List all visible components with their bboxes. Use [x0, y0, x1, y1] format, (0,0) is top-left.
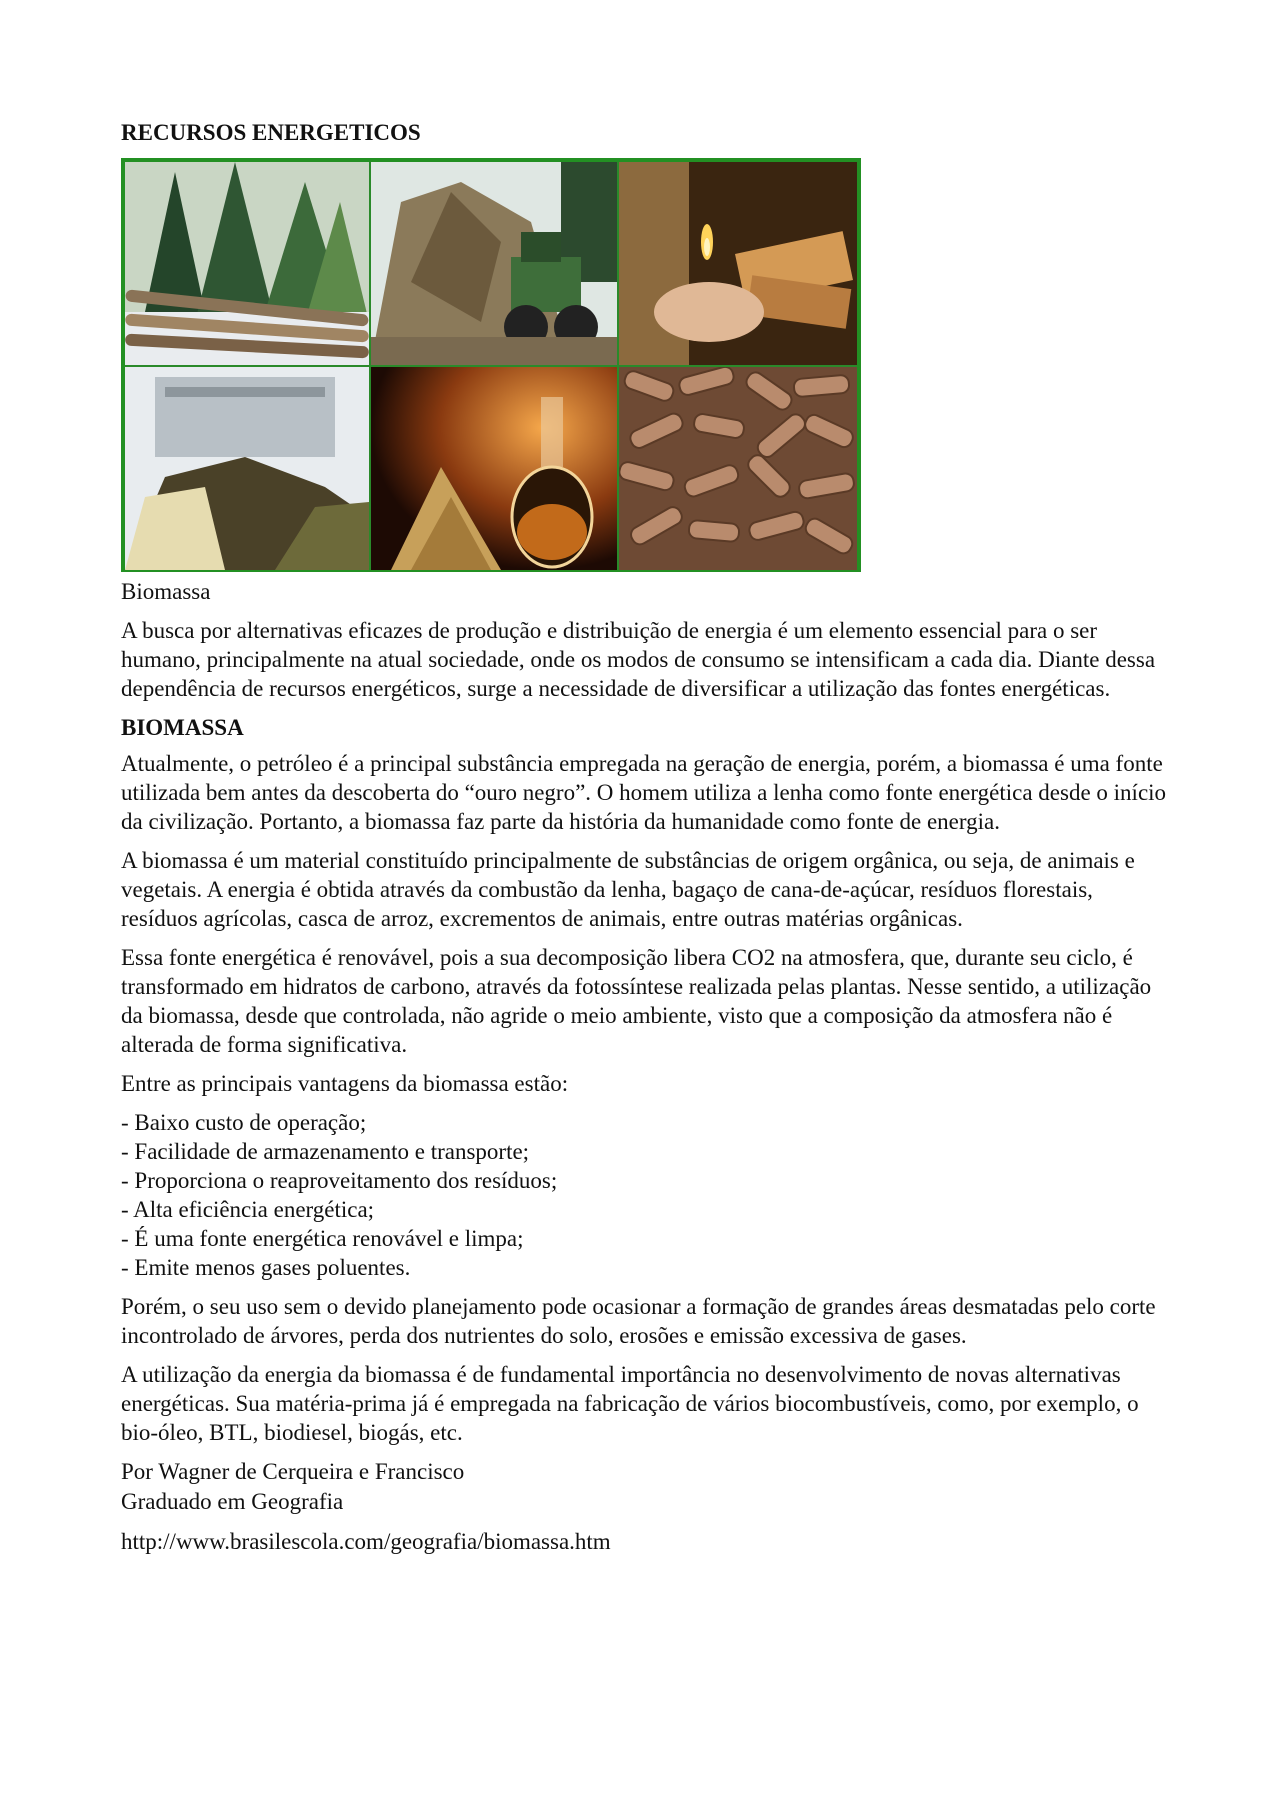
intro-paragraph: A busca por alternativas eficazes de produção e distribuição de energia é um elemento essencial para o ser humano, principalmente na atual sociedade, onde os modos de consumo se intensificam a cada dia. Diante dessa dependência de recursos energéticos, surge a necessidade de diversificar a utilização das fontes energéticas.	[121, 618, 1156, 701]
figure-caption: Biomassa	[121, 579, 211, 604]
list-item: - Proporciona o reaproveitamento dos resíduos;	[121, 1168, 558, 1193]
biofuel-flask-photo	[371, 367, 617, 570]
advantages-list	[121, 1108, 1171, 1282]
body-paragraph: A biomassa é um material constituído principalmente de substâncias de origem orgânica, ou seja, de animais e vegetais. A energia é obtida através da combustão da lenha, bagaço de cana-de-açúcar, resíduos florestais, resíduos agrícolas, casca de arroz, excrementos de animais, entre outras matérias orgânicas.	[121, 848, 1135, 931]
section-heading: BIOMASSA	[121, 715, 244, 740]
closing-paragraph: Porém, o seu uso sem o devido planejamento pode ocasionar a formação de grandes áreas desmatadas pelo corte incontrolado de árvores, perda dos nutrientes do solo, erosões e emissão excessiva de gases.	[121, 1294, 1156, 1348]
lighting-firewood-photo	[619, 162, 857, 365]
biomass-photo-mosaic	[121, 158, 861, 572]
closing-paragraph: A utilização da energia da biomassa é de fundamental importância no desenvolvimento de novas alternativas energéticas. Sua matéria-prima já é empregada na fabricação de vários biocombustíveis, como, por exemplo, o bio-óleo, BTL, biodiesel, biogás, etc.	[121, 1362, 1139, 1445]
list-item: - É uma fonte energética renovável e limpa;	[121, 1226, 524, 1251]
author-role: Graduado em Geografia	[121, 1489, 344, 1514]
document-title: RECURSOS ENERGETICOS	[121, 120, 421, 145]
body-paragraph: Entre as principais vantagens da biomassa estão:	[121, 1071, 569, 1096]
list-item: - Facilidade de armazenamento e transporte;	[121, 1139, 530, 1164]
author-signature	[121, 1457, 1171, 1517]
document-page	[121, 118, 1171, 1557]
list-item: - Baixo custo de operação;	[121, 1110, 367, 1135]
body-paragraph: Atualmente, o petróleo é a principal substância empregada na geração de energia, porém, a biomassa é uma fonte utilizada bem antes da descoberta do “ouro negro”. O homem utiliza a lenha como fonte energética desde o início da civilização. Portanto, a biomassa faz parte da história da humanidade como fonte de energia.	[121, 751, 1167, 834]
author-name: Por Wagner de Cerqueira e Francisco	[121, 1459, 465, 1484]
body-paragraph: Essa fonte energética é renovável, pois a sua decomposição libera CO2 na atmosfera, que, durante seu ciclo, é transformado em hidratos de carbono, através da fotossíntese realizada pelas plantas. Nesse sentido, a utilização da biomassa, desde que controlada, não agride o meio ambiente, visto que a composição da atmosfera não é alterada de forma significativa.	[121, 945, 1152, 1057]
forest-logs-photo	[125, 162, 369, 365]
list-item: - Emite menos gases poluentes.	[121, 1255, 411, 1280]
wood-pellets-photo	[619, 367, 857, 570]
wood-chips-plant-photo	[125, 367, 369, 570]
forestry-harvester-photo	[371, 162, 617, 365]
source-url: http://www.brasilescola.com/geografia/biomassa.htm	[121, 1529, 611, 1554]
list-item: - Alta eficiência energética;	[121, 1197, 375, 1222]
